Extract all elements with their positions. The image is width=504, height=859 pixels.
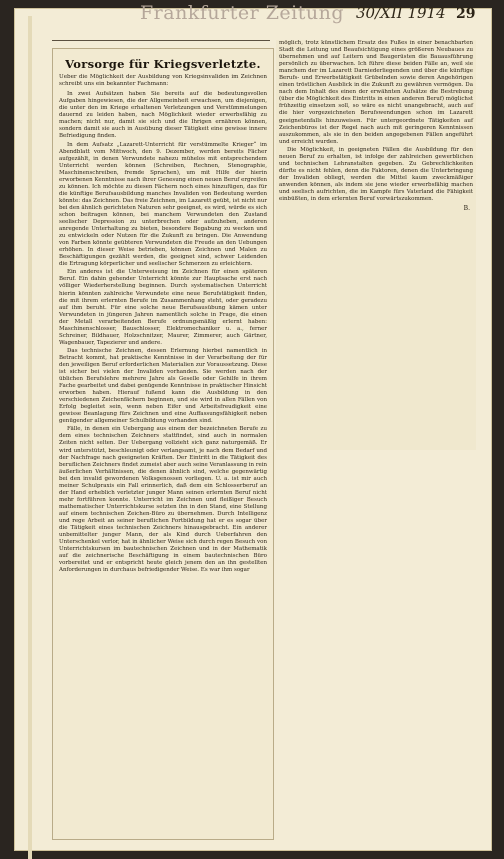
paragraph: Fälle, in denen ein Uebergang aus einem der bezeichneten Berufe zu dem eines technischen Zeichners stattfindet, sind auch in normalen Zeiten nicht selten. Der Uebergang vollzieht sich ganz naturgemäß. Er wird unterstützt, beschleunigt oder verlangsamt, je nach dem Bedarf und der Nachfrage nach geeigneten Kräften. Der Eintritt in die Tätigkeit des beruflichen Zeichners findet zumeist aber auch seine Veranlassung in rein äußerlichen Verhältnissen, die denen ähnlich sind, welche gegenwärtig bei den invalid gewordenen Volksgenossen vorliegen. U. a. ist mir auch meiner Schulpraxis ein Fall erinnerlich, daß dem ein Schlosserberuf an der Hand erheblich verletzter junger Mann seinen erlernten Beruf nicht mehr fortführen konnte. Unterricht im Zeichnen und fleißiger Besuch mathematischer Unterrichtskurse setzten ihn in den Stand, eine Stellung auf einem technischen Zeichen-Büro zu übernehmen. Durch Intelligenz und rege Arbeit an seiner beruflichen Fortbildung hat er es sogar über die Tätigkeit eines technischen Zeichners hinausgebracht. Ein anderer unbemittelter junger Mann, der als Kind durch Ueberfahren den Unterschenkel verlor, hat in ähnlicher Weise sich durch regen Besuch von Unterrichtskursen im bautechnischen Zeichnen und in der Mathematik auf die zeichnerische Beschäftigung in einem bautechnischen Büro vorbereitet und er entspricht heute gleich jenem den an ihn gestellten Anforderungen in durchaus befriedigender Weise. Es war ihm sogar — [59, 426, 267, 574]
paragraph: Ein anderes ist die Unterweisung im Zeichnen für einen späteren Beruf. Ein dahin gehender Unterricht könnte zur Hauptsache erst nach völliger Wiederherstellung beginnen. Durch systematischen Unterricht hierin könnten zahlreiche Verwundete eine neue Berufstätigkeit finden, die mit ihrem erlernten Berufe im Zusammenhang steht, oder geradezu auf ihm beruht. Für eine solche neue Berufsausübung kämen unter Verwundeten in jüngeren Jahren namentlich solche in Frage, die einen der Metall verarbeitenden Berufe ordnungsmäßig erlernt haben: Maschinenschlosser, Bauschlosser, Elektromechaniker u. a., ferner Schreiner, Bildhauer, Holzschnitzer, Maurer, Zimmerer, auch Gärtner, Wagenbauer, Tapezierer und andere. — [59, 269, 267, 346]
article-lead: Ueber die Möglichkeit der Ausbildung von Kriegsinvaliden im Zeichnen schreibt uns ein bekannter Fachmann: — [59, 74, 267, 88]
handwritten-date: 30/XII 1914 — [356, 4, 446, 22]
paragraph: Das technische Zeichnen, dessen Erlernung hierbei namentlich in Betracht kommt, hat praktische Kenntnisse in der Verarbeitung der für den jeweiligen Beruf erforderlichen Materialien zur Voraussetzung. Diese ist sicher bei vielen der Invaliden vorhanden. Sie werden nach der üblichen Berufslehre mehrere Jahre als Geselle oder Gehilfe in ihrem Fache gearbeitet und dabei genügende Kenntnisse in praktischer Hinsicht erworben haben. Hierauf fußend kann die Ausbildung in den verschiedenen Zeichenfächern beginnen, und sie wird in allen Fällen von Erfolg begleitet sein, wenn neben Eifer und Arbeitsfreudigkeit eine gewisse Beanlagung fürs Zeichnen und eine Auffassungsfähigkeit neben genügender allgemeiner Schulbildung vorhanden sind. — [59, 347, 267, 425]
paragraph: Die Möglichkeit, in geeigneten Fällen die Ausbildung für den neuen Beruf zu erhalten, ist infolge der zahlreichen gewerblichen und technischen Lehranstalten gegeben. Zu Gebrechlichkeiten dürfte es nicht fehlen, denn die Faktoren, denen die Unterbringung der Invaliden obliegt, werden die Mittel kaum zweckmäßiger anwenden können, als indem sie jene wieder erwerbsfähig machen und seelisch aufrichten, die im Kampfe fürs Vaterland die Fähigkeit einbüßten, in dem erlernten Beruf vorwärtszukommen. — [279, 146, 473, 203]
article-title: Vorsorge für Kriegsverletzte. — [65, 57, 261, 71]
paragraph: In zwei Aufsätzen haben Sie bereits auf die bedeutungsvollen Aufgaben hingewiesen, die der Allgemeinheit erwachsen, um diejenigen, die unter den im Kriege erhaltenen Verletzungen und Verstümmelungen dauernd zu leiden haben, nach Möglichkeit wieder erwerbsfähig zu machen; nicht nur, damit sie sich und die Ihrigen ernähren können, sondern damit sie auch in Ausübung dieser Tätigkeit eine gewisse innere Befriedigung finden. — [59, 91, 267, 140]
column-top-rule — [52, 40, 270, 41]
article-column-left — [52, 48, 274, 840]
article-column-right — [276, 40, 476, 450]
paragraph: möglich, trotz künstlichem Ersatz des Fußes in einer benachbarten Stadt die Leitung und Beaufsichtigung eines größeren Neubaues zu übernehmen und auf Leitern und Baugerüsten die Bauausführung persönlich zu überwachen. Ich führe diese beiden Fälle an, weil sie manchem der im Lazarett Darniederliegenden und über die künftige Berufs- und Erwerbstätigkeit Grübelnden sowie deren Angehörigen einen tröstlichen Ausblick in die Zukunft zu gewähren vermögen. Da nach dem Inhalt des einen der erwähnten Aufsätze die Bestrebung (über die Möglichkeit des Eintritts in einen anderen Beruf) möglichst frühzeitig einsetzen soll, so wäre es nicht unangebracht, auch auf die hier vorgezeichneten Berufswendungen schon im Lazarett geeignetenfalls hinzuweisen. Für untergeordnete Tätigkeiten auf Zeichenbüros ist der Regel nach auch mit geringeren Kenntnissen auszukommen, als sie in den beiden angegebenen Fällen angeführt und erreicht wurden. — [279, 40, 473, 145]
masthead-stamp: Frankfurter Zeitung — [140, 2, 344, 24]
page-number: 29 — [456, 6, 476, 22]
article-body-left — [53, 91, 273, 574]
paragraph: In dem Aufsatz „Lazarett-Unterricht für verstümmelte Krieger“ im Abendblatt vom Mittwoch, den 9. Dezember, werden bereits Fächer aufgezählt, in denen Verwundete nahezu mühelos mit entsprechendem Unterricht werden können (Schreiben, Rechnen, Stenographie, Maschinenschreiben, fremde Sprachen), um mit Hilfe der hierin erworbenen Kenntnisse nach ihrer Genesung einen neuen Beruf ergreifen zu können. Ich möchte zu diesen Fächern noch eines hinzufügen, das für die künftige Berufsausbildung manches Invaliden von Bedeutung werden könnte: das Zeichnen. Das freie Zeichnen, im Lazarett geübt, ist nicht nur bei den ähnlich gerichteten Naturen sehr geeignet, es wird, würde es sich schon beitragen können, bei manchem Verwundeten den Zustand seelischer Depression zu unterbrechen oder aufzuheben, anderen anregende Unterhaltung zu bieten, besondere Begabung zu wecken und zu entwickeln oder Nutzen für die Zukunft zu bringen. Die Anwendung von Farben könnte geübteren Verwundeten die Freude an den Uebungen erhöhen. In dieser Weise betrieben, können Zeichnen und Malen zu Beschäftigungen gezählt werden, die geeignet sind, schwer Leidenden die Ertragung körperlicher und seelischer Schmerzen zu erleichtern. — [59, 141, 267, 268]
author-signature: B. — [463, 205, 470, 213]
paper-edge — [28, 16, 32, 859]
